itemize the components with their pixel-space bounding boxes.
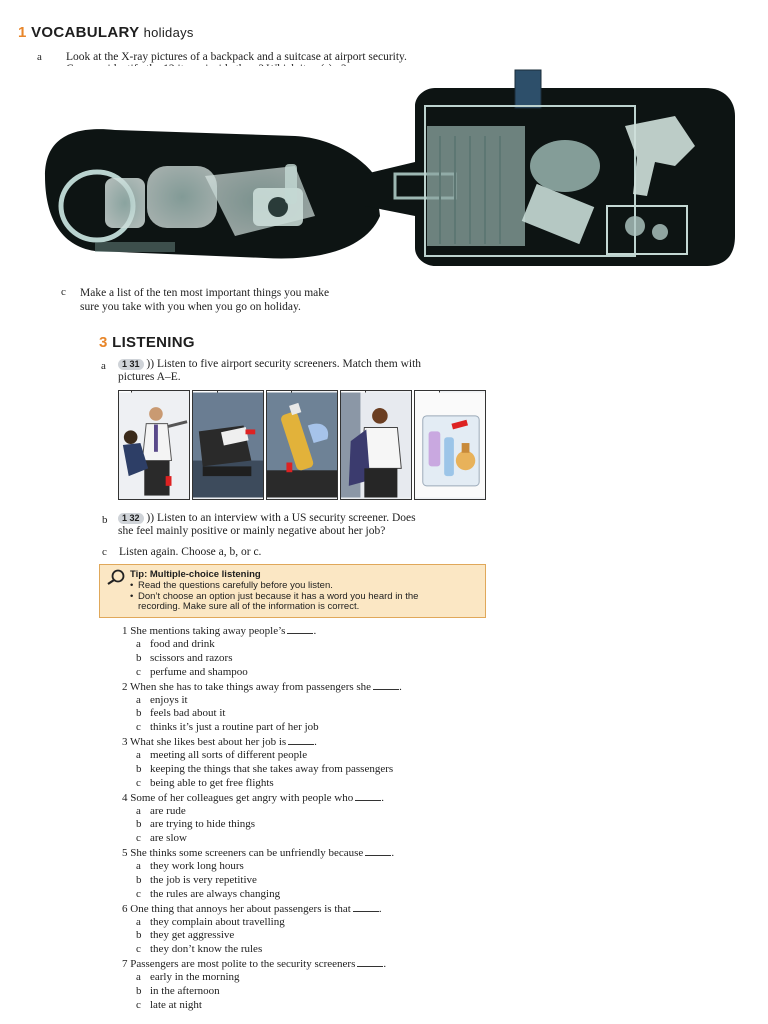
question-end: . [391, 847, 395, 859]
option-letter: b [136, 984, 142, 997]
option-text: are rude [150, 804, 186, 817]
option-letter: b [136, 707, 142, 720]
question-end: . [378, 902, 382, 915]
question-number: 7 [122, 958, 128, 970]
option-2b[interactable] [136, 707, 225, 720]
option-letter: a [136, 638, 141, 650]
option-letter: b [136, 762, 142, 775]
magnifier-icon [106, 569, 128, 585]
item-label-a: a [101, 360, 106, 372]
answer-blank [287, 624, 313, 634]
section-title: VOCABULARY [31, 24, 140, 41]
item-label-c: c [61, 286, 66, 298]
option-letter: a [136, 693, 141, 706]
question-end: . [399, 680, 402, 693]
option-3b[interactable] [136, 763, 393, 776]
option-text: the job is very repetitive [150, 873, 257, 886]
speaker-icon: )) [146, 358, 155, 370]
question-text: When she has to take things away from passengers she [127, 680, 372, 693]
question-number: 1 [122, 625, 128, 637]
instruction-text [118, 512, 416, 525]
question-5 [122, 846, 394, 860]
option-letter: b [136, 818, 142, 831]
question-text: One thing that annoys her about passengers is that [127, 902, 351, 915]
option-letter: c [136, 943, 141, 956]
bag-item [147, 166, 217, 228]
question-4 [122, 791, 384, 805]
option-3a[interactable] [136, 749, 307, 762]
question-number: 2 [122, 680, 128, 693]
item-label-c: c [102, 546, 107, 558]
option-letter: b [136, 651, 142, 664]
option-6a[interactable] [136, 916, 285, 929]
option-2c[interactable] [136, 721, 319, 734]
option-text: perfume and shampoo [150, 665, 248, 678]
option-letter: a [136, 860, 141, 872]
question-end: . [314, 736, 317, 748]
question-end: . [313, 625, 317, 637]
question-text: What she likes best about her job is [127, 736, 287, 748]
shoe [530, 140, 600, 192]
option-text: they work long hours [150, 860, 244, 872]
tip-bullet: • Read the questions carefully before you listen. [130, 581, 480, 592]
option-letter: c [136, 721, 141, 734]
vocabulary-heading [18, 24, 194, 41]
option-text: late at night [150, 998, 202, 1011]
pictures-strip [118, 390, 486, 500]
tip-bullet [130, 592, 480, 613]
instruction-text [118, 358, 421, 371]
option-7c[interactable] [136, 999, 202, 1012]
question-2 [122, 680, 402, 694]
option-text: they don’t know the rules [150, 943, 263, 956]
question-3 [122, 735, 317, 749]
instruction-line: Listen to an interview with a US security screener. Does [156, 512, 416, 524]
option-letter: a [136, 804, 141, 817]
picture-panel-e [414, 390, 486, 500]
option-text: they complain about travelling [150, 915, 285, 928]
item-label-b: b [102, 514, 108, 526]
answer-blank [288, 735, 314, 745]
question-end: . [383, 958, 387, 970]
audio-track-badge[interactable]: 1 31 [118, 359, 144, 370]
question-number: 4 [122, 791, 128, 804]
question-text: Some of her colleagues get angry with people who [127, 791, 354, 804]
option-text: scissors and razors [150, 651, 233, 664]
answer-blank [357, 957, 383, 967]
question-number: 5 [122, 847, 128, 859]
option-text: are trying to hide things [150, 818, 256, 831]
audio-track-badge[interactable]: 1 32 [118, 513, 144, 524]
option-text: thinks it’s just a routine part of her job [150, 721, 319, 734]
option-letter: b [136, 873, 142, 886]
option-letter: a [136, 749, 141, 761]
option-5b[interactable] [136, 874, 257, 887]
instruction-text: sure you take with you when you go on holiday. [80, 301, 301, 313]
question-1 [122, 624, 316, 638]
option-5a[interactable] [136, 860, 244, 873]
option-4c[interactable] [136, 832, 187, 845]
instruction-text: Listen again. Choose a, b, or c. [119, 546, 262, 558]
answer-blank [353, 902, 379, 912]
option-text: in the afternoon [150, 984, 220, 997]
speaker-icon: )) [146, 512, 155, 524]
tip-bullet-line: recording. Make sure all of the information is correct. [138, 601, 360, 612]
answer-blank [365, 846, 391, 856]
bottle [285, 164, 297, 204]
option-letter: c [136, 832, 141, 845]
option-text: enjoys it [150, 693, 188, 706]
option-letter: b [136, 929, 142, 942]
tip-bullet-line: Don’t choose an option just because it has a word you heard in the [138, 590, 419, 602]
folded-clothes [427, 126, 525, 246]
question-number: 6 [122, 902, 128, 915]
instruction-text: Make a list of the ten most important things you make [80, 287, 330, 299]
tip-box [99, 564, 486, 618]
option-letter: a [136, 971, 141, 983]
section-subtitle: holidays [143, 25, 194, 40]
option-7b[interactable] [136, 985, 220, 998]
option-1b[interactable] [136, 652, 232, 665]
question-text: She thinks some screeners can be unfriendly because [127, 847, 364, 859]
section-number: 1 [18, 24, 27, 41]
option-letter: a [136, 915, 141, 928]
item-label-a: a [37, 51, 42, 63]
picture-panel-c [266, 390, 338, 500]
answer-blank [373, 680, 399, 690]
option-6b[interactable] [136, 929, 234, 942]
answer-blank [355, 791, 381, 801]
picture-panel-b [192, 390, 264, 500]
listening-heading [99, 334, 195, 351]
option-text: being able to get free flights [150, 776, 274, 789]
question-text: Passengers are most polite to the security screeners [127, 958, 356, 970]
option-text: the rules are always changing [150, 887, 281, 900]
xray-image [35, 66, 740, 278]
option-1a[interactable] [136, 638, 215, 651]
question-number: 3 [122, 736, 128, 748]
option-5c[interactable] [136, 888, 280, 901]
option-6c[interactable] [136, 943, 262, 956]
tip-title: Tip: Multiple-choice listening [130, 569, 261, 580]
section-title: LISTENING [112, 334, 195, 351]
option-text: early in the morning [150, 971, 240, 983]
picture-panel-a [118, 390, 190, 500]
option-text: feels bad about it [150, 707, 226, 720]
option-letter: c [136, 998, 141, 1011]
instruction-text: pictures A–E. [118, 371, 181, 383]
question-end: . [381, 791, 384, 804]
section-number: 3 [99, 334, 108, 351]
option-letter: c [136, 887, 141, 900]
question-6 [122, 902, 382, 916]
question-7 [122, 957, 386, 971]
instruction-line: Listen to five airport security screeners. Match them with [156, 358, 422, 370]
option-2a[interactable] [136, 694, 188, 707]
option-7a[interactable] [136, 971, 240, 984]
option-letter: c [136, 776, 141, 789]
option-text: meeting all sorts of different people [150, 749, 308, 761]
option-text: are slow [150, 832, 187, 845]
option-text: they get aggressive [150, 929, 235, 942]
question-text: She mentions taking away people’s [127, 625, 286, 637]
option-4b[interactable] [136, 818, 255, 831]
option-3c[interactable] [136, 777, 274, 790]
option-text: food and drink [150, 638, 215, 650]
picture-panel-d [340, 390, 412, 500]
option-text: keeping the things that she takes away from passengers [150, 762, 394, 775]
option-1c[interactable] [136, 666, 248, 679]
instruction-text: Look at the X-ray pictures of a backpack and a suitcase at airport security. [66, 51, 407, 63]
instruction-text: she feel mainly positive or mainly negative about her job? [118, 525, 386, 537]
option-letter: c [136, 665, 141, 678]
option-4a[interactable] [136, 805, 186, 818]
suitcase-handle [515, 70, 541, 108]
